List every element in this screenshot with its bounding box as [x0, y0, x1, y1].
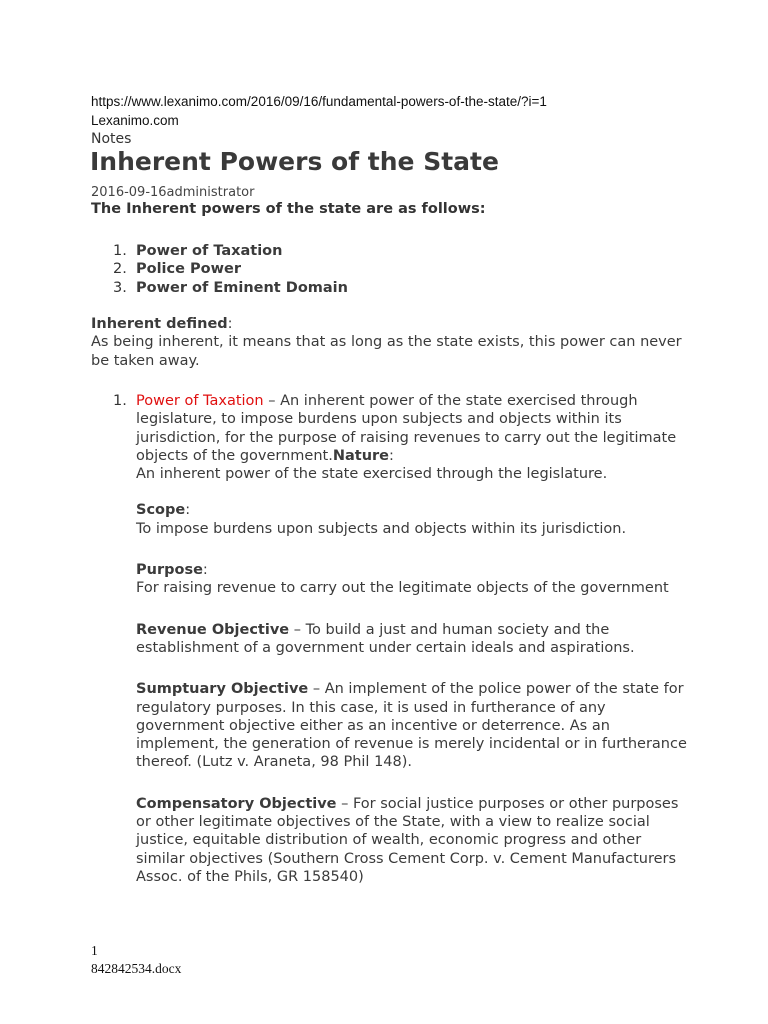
- purpose-text: For raising revenue to carry out the legitimate objects of the government: [136, 580, 669, 597]
- scope-text: To impose burdens upon subjects and objects within its jurisdiction.: [136, 520, 627, 537]
- list-item: [91, 260, 348, 278]
- compensatory-objective: [136, 795, 691, 886]
- revenue-text: – To build a just and human society and the establishment of a government under certain ideals and aspirations.: [136, 621, 635, 656]
- compensatory-text: – For social justice purposes or other purposes or other legitimate objectives of the State, with a view to realize social justice, equitable distribution of wealth, economic progress and other similar objectives (Southern Cross Cement Corp. v. Cement Manufacturers Assoc. of the Phils, GR 158540): [136, 795, 679, 885]
- revenue-objective: [136, 621, 691, 658]
- scope-heading: Scope: [136, 502, 186, 519]
- nature-colon: :: [389, 447, 394, 464]
- nature-text: An inherent power of the state exercised through the legislature.: [136, 466, 608, 483]
- list-item-label: Police Power: [136, 261, 241, 278]
- compensatory-heading: Compensatory Objective: [136, 795, 337, 812]
- powers-list: [91, 242, 348, 297]
- scope-block: [136, 501, 691, 538]
- purpose-block: [136, 561, 691, 598]
- list-item: [91, 392, 691, 886]
- intro-heading: The Inherent powers of the state are as follows:: [91, 201, 486, 217]
- nature-heading: Nature: [332, 447, 390, 464]
- source-url[interactable]: https://www.lexanimo.com/2016/09/16/fundamental-powers-of-the-state/?i=1: [91, 94, 547, 109]
- list-item-label: Power of Eminent Domain: [136, 279, 348, 296]
- definition-heading: Inherent defined: [91, 316, 228, 332]
- list-number: 2.: [113, 261, 127, 278]
- purpose-colon: :: [202, 562, 208, 579]
- list-number: 3.: [113, 279, 127, 296]
- list-number: 1.: [113, 243, 127, 259]
- taxation-heading: Power of Taxation: [136, 393, 264, 409]
- list-number: 1.: [113, 393, 127, 409]
- document-filename: 842842534.docx: [91, 961, 182, 976]
- definition-text: As being inherent, it means that as long as the state exists, this power can never be taken away.: [91, 334, 682, 369]
- list-item-label: Power of Taxation: [136, 243, 283, 259]
- page-title: Inherent Powers of the State: [90, 147, 499, 176]
- site-name: Lexanimo.com: [91, 113, 179, 128]
- sumptuary-text: – An implement of the police power of the state for regulatory purposes. In this case, it is used in furtherance of any government objective either as an incentive or deterrence. As an implement, the generation of revenue is merely incidental or in furtherance thereof. (Lutz v. Araneta, 98 Phil 148).: [136, 681, 687, 771]
- sumptuary-objective: [136, 680, 691, 771]
- post-meta: 2016-09-16administrator: [91, 185, 255, 200]
- page-number: 1: [91, 943, 98, 958]
- definition-colon: :: [227, 316, 233, 332]
- purpose-heading: Purpose: [136, 562, 203, 579]
- list-item: [91, 242, 348, 260]
- list-item: [91, 279, 348, 297]
- scope-colon: :: [185, 502, 191, 519]
- taxation-description: – An inherent power of the state exercised through legislature, to impose burdens upon subjects and objects within its jurisdiction, for the purpose of raising revenues to carry out the legitimate objects of the government.: [136, 393, 677, 464]
- inherent-definition: [91, 315, 691, 370]
- revenue-heading: Revenue Objective: [136, 621, 290, 638]
- sumptuary-heading: Sumptuary Objective: [136, 681, 309, 698]
- category-label: Notes: [91, 131, 132, 147]
- taxation-section: [91, 392, 691, 886]
